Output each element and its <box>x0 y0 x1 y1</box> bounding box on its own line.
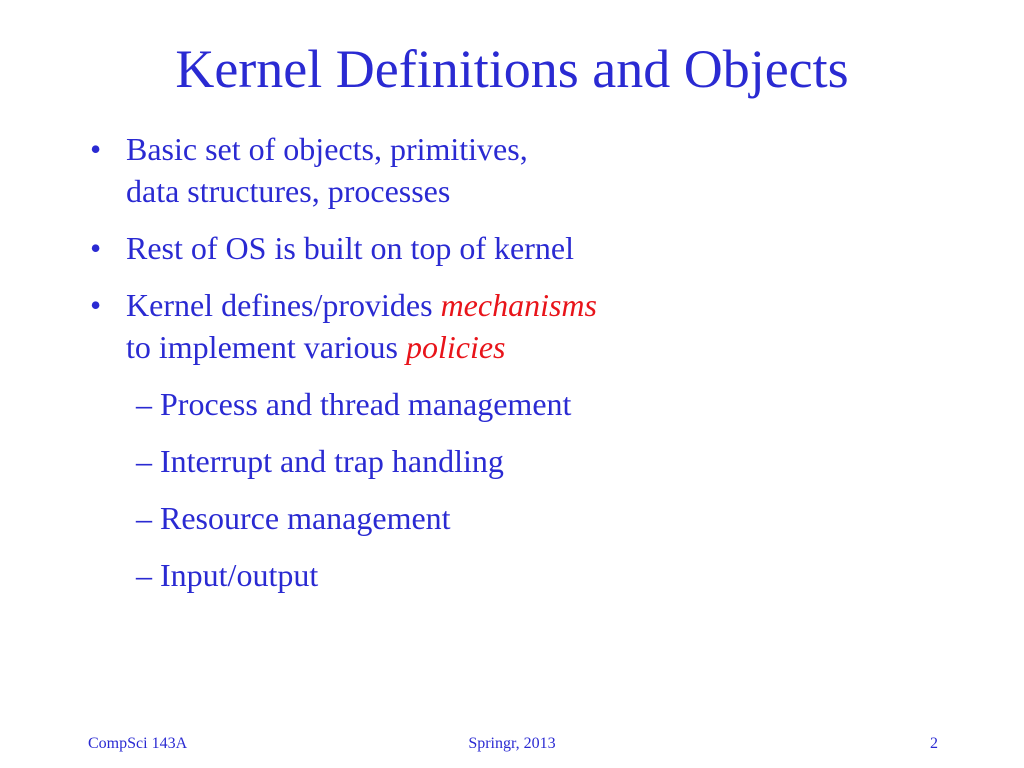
slide-title: Kernel Definitions and Objects <box>175 39 849 99</box>
sub-bullet-item <box>90 440 990 482</box>
bullet-text-line <box>126 326 990 368</box>
sub-bullet-marker: – <box>136 500 152 536</box>
bullet-text: data structures, processes <box>126 173 451 209</box>
emphasis-mechanisms: mechanisms <box>440 287 597 323</box>
sub-bullet-text: Resource management <box>160 500 451 536</box>
sub-bullet-marker: – <box>136 557 152 593</box>
sub-bullet-text: Process and thread management <box>160 386 572 422</box>
footer-term: Springr, 2013 <box>468 735 556 752</box>
sub-bullet-item <box>90 554 990 596</box>
bullet-text-line <box>126 284 990 326</box>
bullet-marker: • <box>90 230 102 266</box>
bullet-list <box>90 128 990 611</box>
bullet-marker: • <box>90 131 102 167</box>
bullet-item-mechanisms <box>90 284 990 368</box>
sub-bullet-marker: – <box>136 443 152 479</box>
emphasis-policies: policies <box>405 329 506 365</box>
sub-bullet-item <box>90 497 990 539</box>
footer-page-number: 2 <box>930 735 938 752</box>
footer-course: CompSci 143A <box>88 735 188 752</box>
sub-bullet-text: Interrupt and trap handling <box>160 443 504 479</box>
sub-bullet-marker: – <box>136 386 152 422</box>
sub-bullet-text: Input/output <box>160 557 319 593</box>
bullet-text: Basic set of objects, primitives, <box>126 131 528 167</box>
sub-bullet-item <box>90 383 990 425</box>
bullet-text: Kernel defines/provides <box>126 287 441 323</box>
bullet-item-rest-of-os <box>90 227 990 269</box>
bullet-marker: • <box>90 287 102 323</box>
bullet-text: Rest of OS is built on top of kernel <box>126 230 574 266</box>
bullet-item-objects <box>90 128 990 212</box>
bullet-text: to implement various <box>126 329 406 365</box>
